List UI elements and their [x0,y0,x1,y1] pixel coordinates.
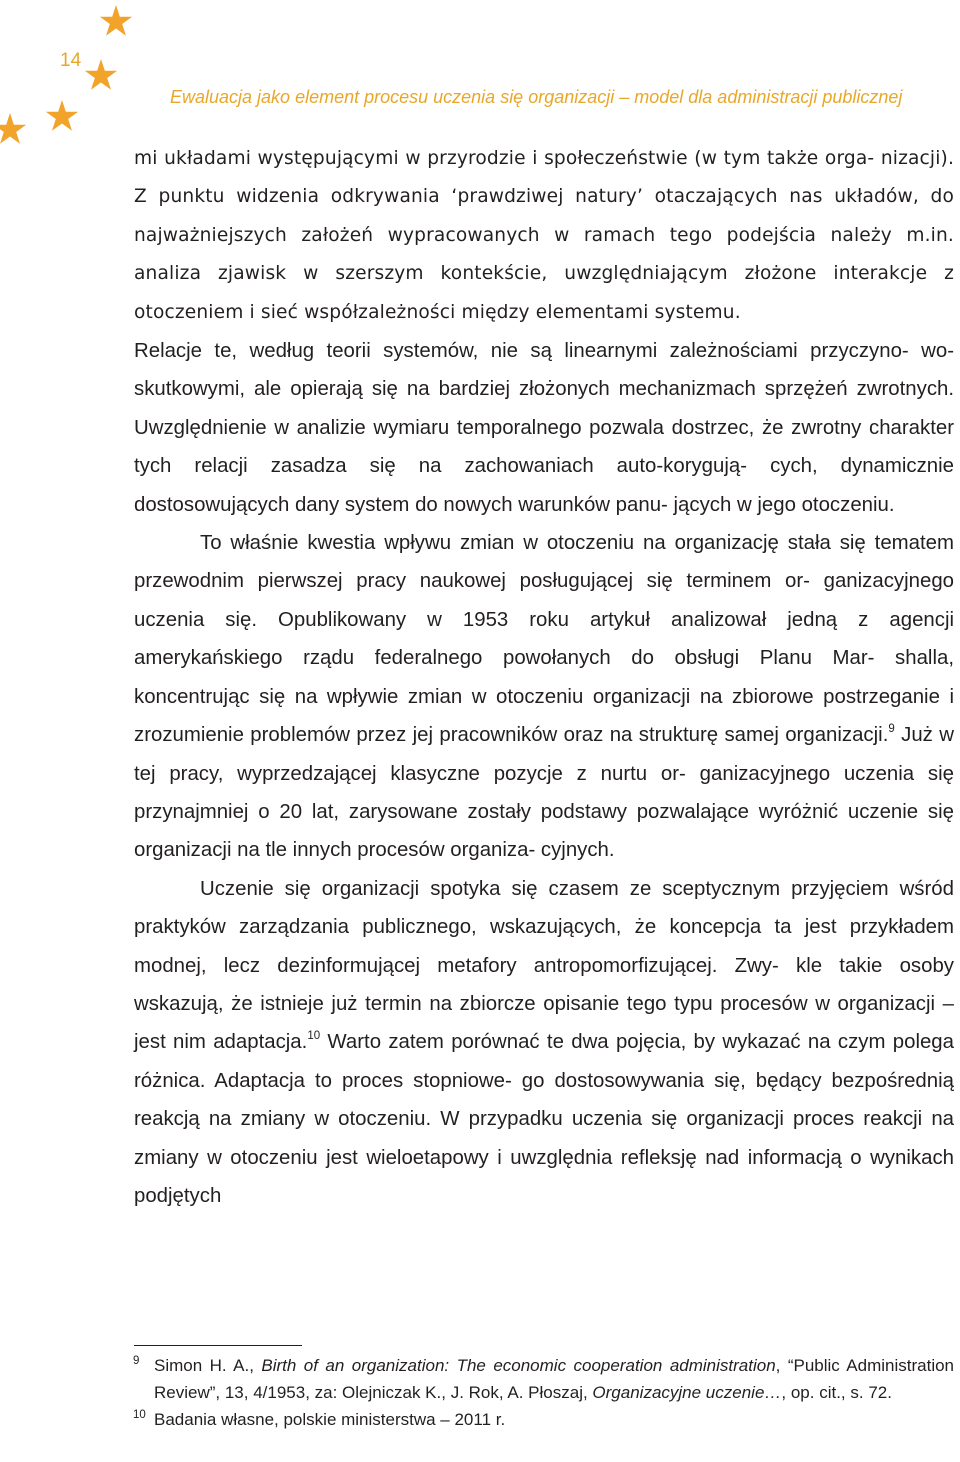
footnote-text: , op. cit., s. 72. [781,1383,892,1402]
text-line: cyjnych. [540,839,615,862]
footnote-10 [134,1406,954,1433]
text-line: pozwalające wyróżnić uczenie się organizacji na tle innych procesów organiza- [134,800,955,862]
star-icon [0,113,26,144]
text-line: pojęcia, by wykazać na czym polega różnica. Adaptacja to proces stopniowe- [134,1031,954,1092]
text-line: wo-skutkowymi, ale opierają się na bardziej złożonych mechanizmach sprzężeń [134,340,954,401]
text-line: shalla, koncentrując się na wpływie zmian w otoczeniu organizacji na zbiorowe [134,647,954,708]
text-line: wśród praktyków zarządzania publicznego, wskazujących, że koncepcja ta jest [134,877,954,939]
text-line: tematem przewodnim pierwszej pracy naukowej posługującej się terminem or- [134,532,954,593]
running-header: Ewaluacja jako element procesu uczenia się organizacji – model dla administracji publicznej [170,87,903,107]
footnote-divider [134,1345,302,1346]
paragraph-2 [134,524,954,870]
text-line: W przypadku uczenia się organizacji proces reakcji na zmiany w otoczeniu jest [134,1108,955,1169]
star-icon [46,100,78,131]
text-line: go dostosowywania się, będący bezpośrednią reakcją na zmiany w otoczeniu. [134,1069,954,1131]
text-line: kle takie osoby wskazują, że istnieje już termin na zbiorcze opisanie tego typu [134,954,954,1015]
footnote-title: Organizacyjne uczenie… [592,1383,782,1402]
paragraph-3 [134,870,954,1216]
footnote-text: Badania własne, polskie ministerstwa – 2011 r. [154,1410,506,1429]
text-line: ganizacyjnego uczenia się. Opublikowany w 1953 roku artykuł analizował jedną [134,570,954,631]
footnote-9 [134,1352,954,1406]
text-line: postrzeganie i zrozumienie problemów przez jej pracowników oraz na strukturę [134,685,954,747]
text-line: należy m.in. analiza zjawisk w szerszym kontekście, uwzględniającym złożone [134,224,954,285]
page-number: 14 [60,50,82,71]
star-icon [85,59,117,90]
text-line: przykładem modnej, lecz dezinformującej metafory antropomorfizującej. Zwy- [134,916,954,977]
footnote-number: 9 [133,1355,140,1367]
decorative-stars [0,0,140,150]
text-line: wieloetapowy i uwzględnia refleksję nad informacją o wynikach podjętych [134,1146,954,1207]
paragraph-1-continued [134,332,954,524]
footnote-number: 10 [133,1409,146,1421]
text-line: ganizacyjnego uczenia się przynajmniej o 20 lat, zarysowane zostały podstawy [134,762,954,823]
text-line: To właśnie kwestia wpływu zmian w otoczeniu na organizację stała się [200,532,866,555]
text-line: cych, dynamicznie dostosowujących dany system do nowych warunków panu- [134,455,955,516]
paragraph-1 [134,140,954,332]
star-icon [100,5,132,36]
text-line: nizacji). Z punktu widzenia odkrywania ‘prawdziwej natury’ otaczających nas [134,148,955,208]
text-line: że zwrotny charakter tych relacji zasadza się na zachowaniach auto-korygują- [134,416,954,478]
text-line: samej organizacji. [724,724,889,747]
body-text [134,140,954,1215]
text-line: jących w jego otoczeniu. [673,493,895,516]
text-line: z agencji amerykańskiego rządu federalnego powołanych do obsługi Planu Mar- [134,608,955,670]
text-line: Warto zatem porównać te dwa [320,1031,609,1054]
text-line: procesów w organizacji – jest nim adaptacja. [134,992,954,1054]
footnote-title: Birth of an organization: The economic cooperation administration [261,1356,776,1375]
text-line: układów, do najważniejszych założeń wypracowanych w ramach tego podejścia [134,186,954,246]
text-line: zwrotnych. Uwzględnienie w analizie wymiaru temporalnego pozwala dostrzec, [134,378,955,439]
text-line: mi układami występującymi w przyrodzie i społeczeństwie (w tym także orga- [134,148,875,169]
footnote-text: , “Public Administration Review”, 13, 4/1953, za: Olejniczak K., J. Rok, A. Płoszaj, [154,1356,955,1402]
footnotes [134,1352,954,1433]
footnote-ref-9[interactable]: 9 [888,723,895,736]
footnote-text: Simon H. A., [154,1356,262,1375]
footnote-ref-10[interactable]: 10 [307,1030,321,1043]
text-line: Uczenie się organizacji spotyka się czasem ze sceptycznym przyjęciem [200,877,889,900]
text-line: interakcje z otoczeniem i sieć współzależności między elementami systemu. [134,263,954,323]
text-line: Już w tej pracy, wyprzedzającej klasyczne pozycje z nurtu or- [134,724,954,785]
text-line: Relacje te, według teorii systemów, nie są linearnymi zależnościami przyczyno- [134,340,909,363]
